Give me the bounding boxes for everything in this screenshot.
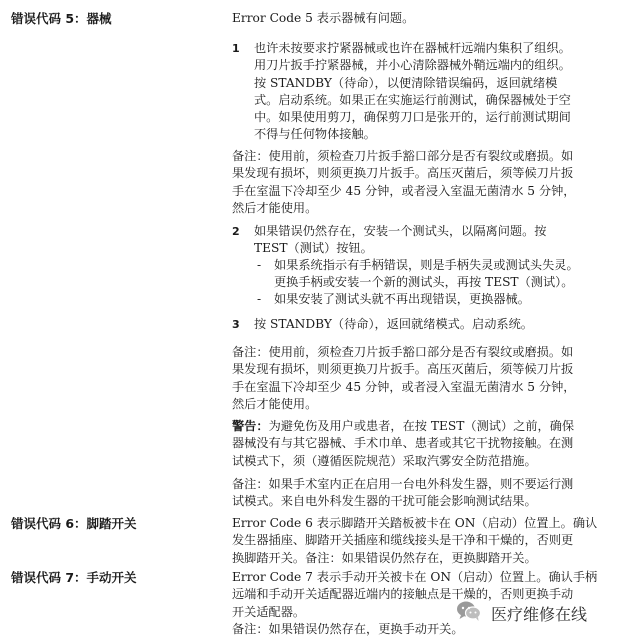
error-code-7-text: Error Code 7 表示手动开关被卡在 ON（启动）位置上。确认手柄 远端和手动开关适配器近端内的接触点是干燥的，否则更换手动 开关适配器。 备注：如果错误仍然存在，更换手动开关。 — [232, 570, 598, 636]
step-1-number: 1 — [232, 42, 240, 55]
error-code-5-intro: Error Code 5 表示器械有问题。 — [232, 11, 415, 25]
step-1-text: 也许未按要求拧紧器械或也许在器械杆远端内集积了组织。 用刀片扳手拧紧器械，并小心清除器械外鞘远端内的组织。 按 STANDBY（待命），以便清除错误编码，返回就绪模 式。启动系统。如果正在实施运行前测试，确保器械处于空 中。如果使用剪刀，确保剪刀口是张开的，运行前测试期间 不得与任何物体接触。 — [254, 41, 571, 142]
warning-label: 警告： — [232, 419, 269, 433]
watermark — [456, 600, 589, 626]
step-2-bullet-2: 如果安装了测试头就不再出现错误，更换器械。 — [274, 292, 530, 306]
error-code-6-text: Error Code 6 表示脚踏开关踏板被卡在 ON（启动）位置上。确认 发生器插座、脚踏开关插座和缆线接头是干净和干燥的，否则更 换脚踏开关。备注：如果错误仍然存在，更换脚踏开关。 — [232, 516, 598, 565]
warning-block: 警告：为避免伤及用户或患者，在按 TEST（测试）之前，确保 器械没有与其它器械、手术巾单、患者或其它干扰物接触。在测 试模式下，须（遵循医院规范）采取汽雾安全防范措施。 — [232, 419, 575, 468]
step-2-bullet-1: 如果系统指示有手柄错误，则是手柄失灵或测试头失灵。 更换手柄或安装一个新的测试头，再按 TEST（测试）。 — [274, 258, 579, 290]
step-3-text: 按 STANDBY（待命），返回就绪模式。启动系统。 — [254, 317, 533, 331]
step-2-text: 如果错误仍然存在，安装一个测试头，以隔离问题。按 TEST（测试）按钮。 — [254, 224, 547, 256]
watermark-text: 医疗维修在线 — [489, 602, 589, 625]
step-3-number: 3 — [232, 318, 240, 331]
bullet-dash: - — [257, 292, 262, 306]
wechat-icon — [456, 600, 482, 626]
note-blade-wrench-2: 备注：使用前，须检查刀片扳手豁口部分是否有裂纹或磨损。如 果发现有损坏，则须更换刀片扳手。高压灭菌后，须等候刀片扳 手在室温下冷却至少 45 分钟，或者浸入室温无菌清水 5 分钟， 然后才能使用。 — [232, 345, 576, 411]
note-blade-wrench-1: 备注：使用前，须检查刀片扳手豁口部分是否有裂纹或磨损。如 果发现有损坏，则须更换刀片扳手。高压灭菌后，须等候刀片扳 手在室温下冷却至少 45 分钟，或者浸入室温无菌清水 5 分钟， 然后才能使用。 — [232, 149, 576, 215]
error-code-5-heading: 错误代码 5：器械 — [11, 11, 112, 26]
error-code-7-heading: 错误代码 7：手动开关 — [11, 570, 137, 585]
step-2-number: 2 — [232, 225, 240, 238]
note-electrosurgical: 备注：如果手术室内正在启用一台电外科发生器，则不要运行测 试模式。来自电外科发生器的干扰可能会影响测试结果。 — [232, 477, 574, 509]
error-code-6-heading: 错误代码 6：脚踏开关 — [11, 516, 137, 531]
bullet-dash: - — [257, 258, 262, 272]
